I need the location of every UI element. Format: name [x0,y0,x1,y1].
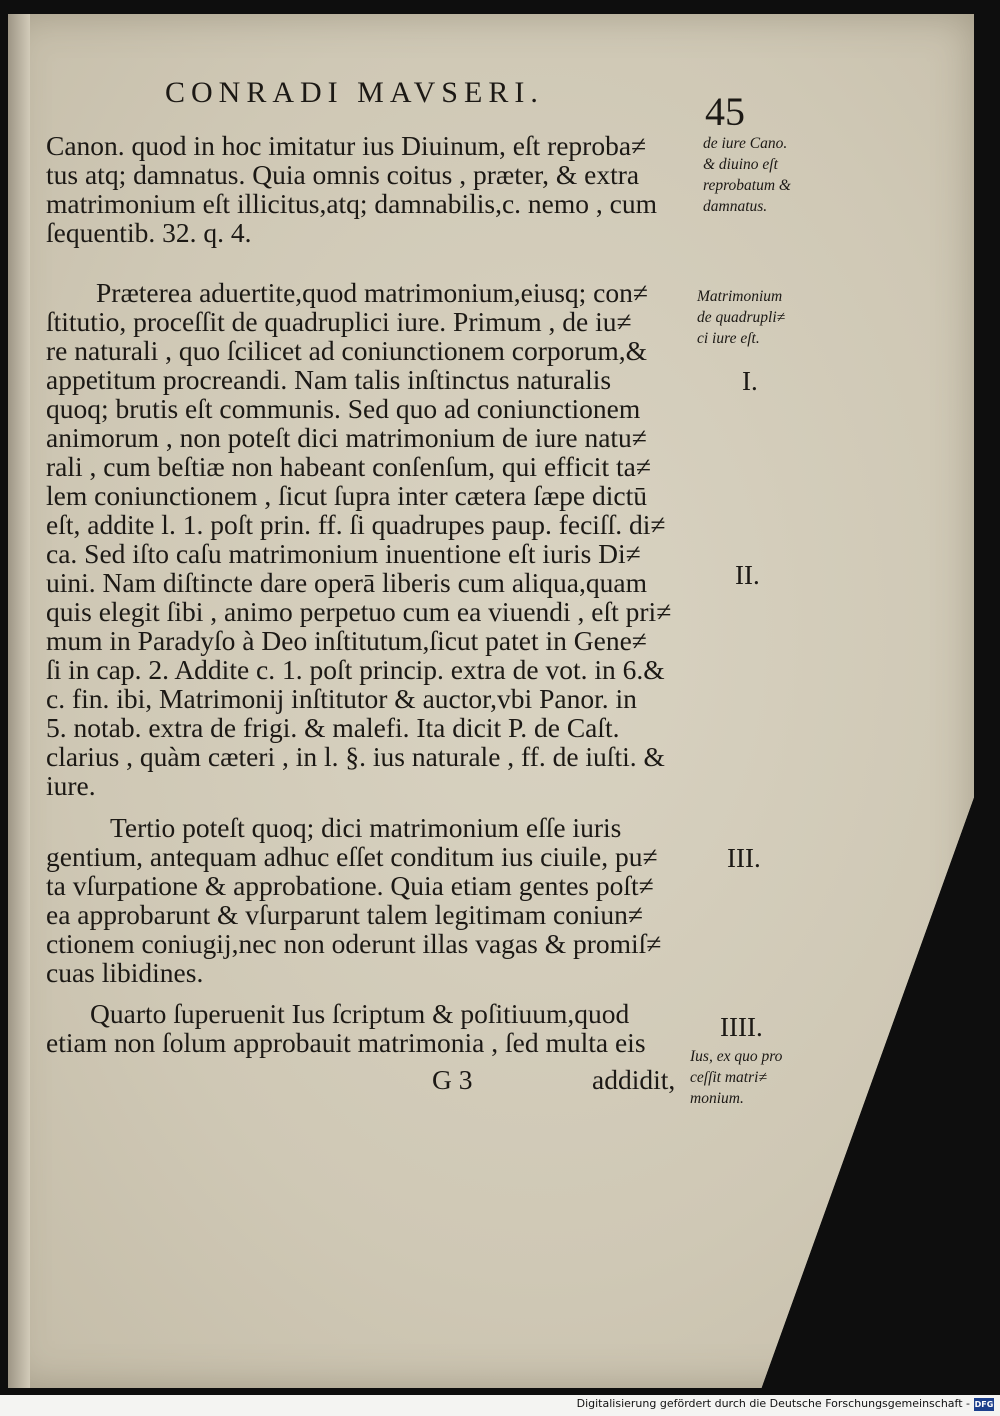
text-line: re naturali , quo ſcilicet ad coniunctionem corporum,& [46,335,647,366]
text-line: Præterea aduertite,quod matrimonium,eiusq; con≠ [96,277,648,308]
text-line: ſi in cap. 2. Addite c. 1. poſt princip. extra de vot. in 6.& [46,654,665,685]
text-line: matrimonium eſt illicitus,atq; damnabilis,c. nemo , cum [46,188,658,219]
text-line: ctionem coniugij,nec non oderunt illas vagas & promiſ≠ [46,928,662,959]
running-head: CONRADI MAVSERI. [165,76,544,109]
margin-note-line: de quadrupli≠ [697,309,786,326]
text-line: Tertio poteſt quoq; dici matrimonium eſſe iuris [110,812,622,843]
text-line: Canon. quod in hoc imitatur ius Diuinum, eſt reproba≠ [46,130,647,161]
text-line: ta vſurpatione & approbatione. Quia etiam gentes poſt≠ [46,870,654,901]
text-line: uini. Nam diſtincte dare operā liberis cum aliqua,quam [46,567,647,598]
footer-credit: Digitalisierung gefördert durch die Deutsche Forschungsgemeinschaft - [576,1397,970,1410]
margin-note-line: & diuino eſt [703,156,778,173]
text-line: etiam non ſolum approbauit matrimonia , ſed multa eis [46,1027,646,1058]
text-line: quis elegit ſibi , animo perpetuo cum ea viuendi , eſt pri≠ [46,596,672,627]
text-line: mum in Paradyſo à Deo inſtitutum,ſicut patet in Gene≠ [46,625,647,656]
text-line: ſequentib. 32. q. 4. [46,217,252,248]
text-line: rali , cum beſtiæ non habeant conſenſum, qui efficit ta≠ [46,451,651,482]
page-gutter-shadow [8,14,30,1388]
digitization-footer [0,1395,1000,1416]
text-line: tus atq; damnatus. Quia omnis coitus , præter, & extra [46,159,640,190]
text-line: c. fin. ibi, Matrimonij inſtitutor & auctor,vbi Panor. in [46,683,637,714]
text-line: eſt, addite l. 1. poſt prin. ff. ſi quadrupes paup. feciſſ. di≠ [46,509,666,540]
margin-note-written-law [690,1046,782,1109]
margin-numeral-3: III. [727,843,761,873]
text-line: iure. [46,770,96,801]
page-number: 45 [705,89,745,134]
text-line: ea approbarunt & vſurparunt talem legitimam coniun≠ [46,899,643,930]
margin-note-quadruple-law [697,286,785,349]
text-line: animorum , non poteſt dici matrimonium de iure natu≠ [46,422,647,453]
text-line: appetitum procreandi. Nam talis inſtinctus naturalis [46,364,612,395]
text-line: quoq; brutis eſt communis. Sed quo ad coniunctionem [46,393,641,424]
signature-mark: G 3 [432,1064,473,1095]
text-line: lem coniunctionem , ſicut ſupra inter cætera ſæpe dictū [46,480,647,511]
text-line: clarius , quàm cæteri , in l. §. ius naturale , ff. de iuſti. & [46,741,665,772]
text-line: gentium, antequam adhuc eſſet conditum ius ciuile, pu≠ [46,841,658,872]
margin-note-line: monium. [690,1090,744,1107]
margin-note-line: ci iure eſt. [697,330,760,347]
catchword: addidit, [592,1064,676,1095]
margin-numeral-4: IIII. [720,1012,763,1042]
text-line: cuas libidines. [46,957,204,988]
margin-note-line: Ius, ex quo pro [690,1048,783,1065]
dfg-logo: DFG [974,1400,994,1409]
text-line: Quarto ſuperuenit Ius ſcriptum & poſitiuum,quod [90,998,630,1029]
text-line: ſtitutio, proceſſit de quadruplici iure. Primum , de iu≠ [46,306,632,337]
margin-numeral-2: II. [735,560,760,590]
margin-numeral-1: I. [742,366,758,396]
margin-note-line: damnatus. [703,198,768,215]
text-line: ca. Sed iſto caſu matrimonium inuentione eſt iuris Di≠ [46,538,641,569]
margin-note-line: reprobatum & [703,177,791,194]
margin-note-canon-law [703,133,791,217]
margin-note-line: de iure Cano. [703,135,788,152]
text-line: 5. notab. extra de frigi. & malefi. Ita dicit P. de Caſt. [46,712,620,743]
margin-note-line: Matrimonium [697,288,783,305]
margin-note-line: ceſſit matri≠ [690,1069,767,1086]
